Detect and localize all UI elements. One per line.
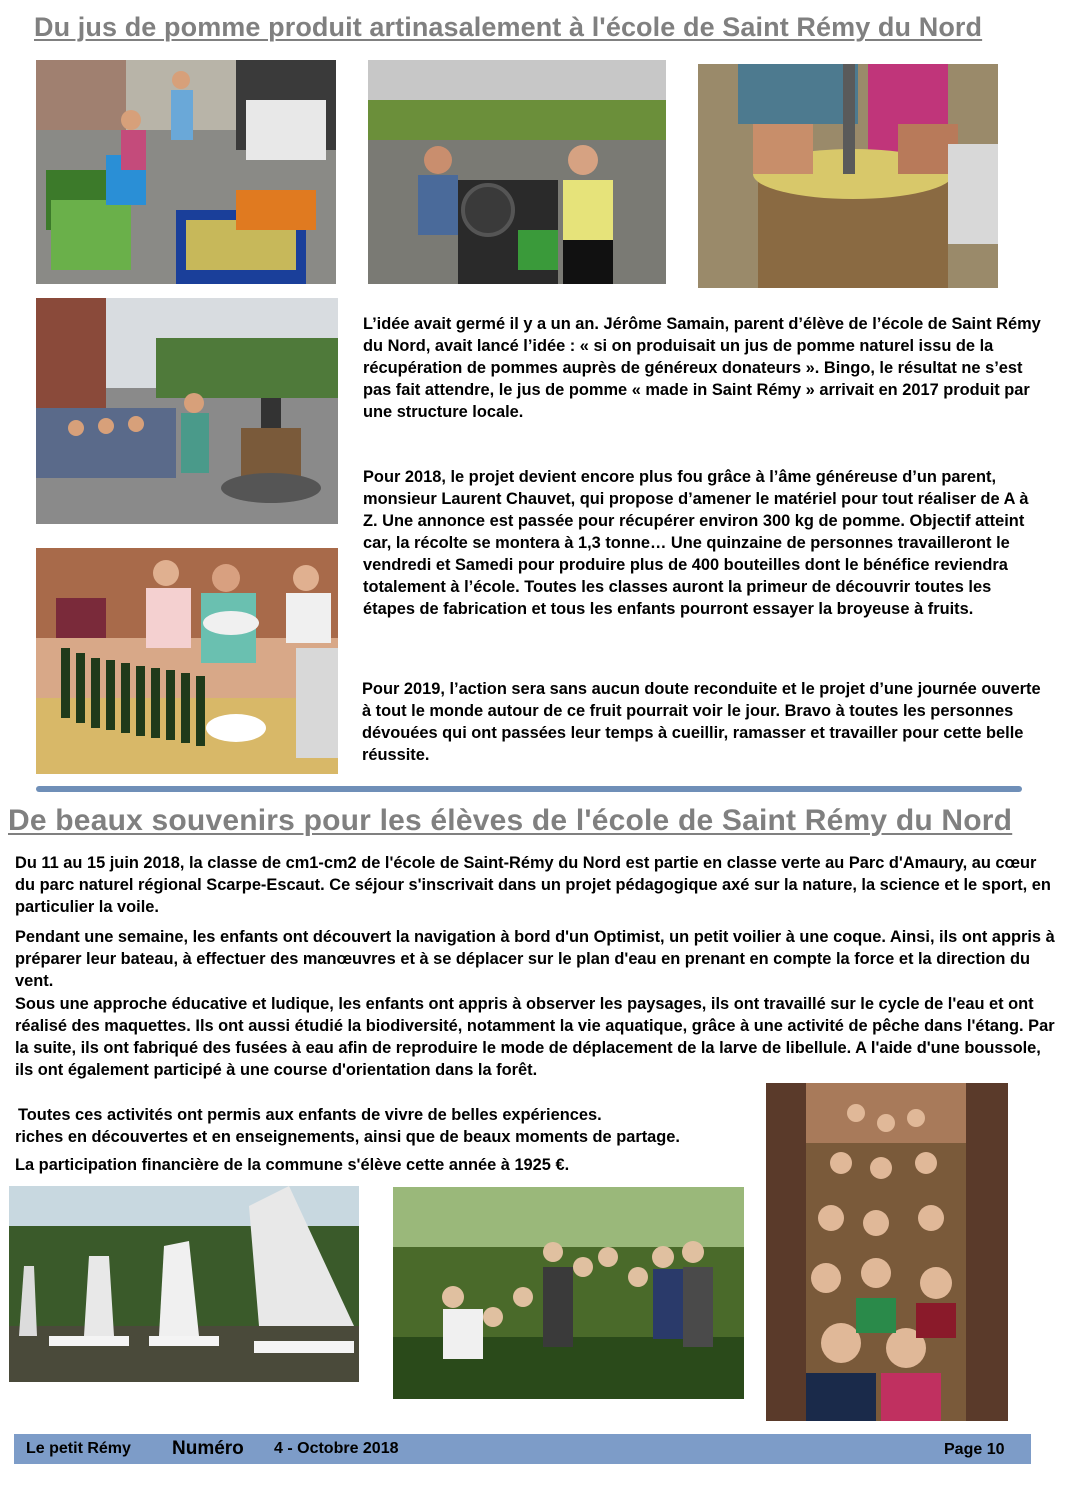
section1-paragraph-1: L’idée avait germé il y a un an. Jérôme Samain, parent d’élève de l’école de Saint Rémy du Nord, avait lancé l’idée : « si on produisait un jus de pomme naturel issu de la récupération de pommes auprès de généreux donateurs ». Bingo, le résultat ne s’est pas fait attendre, le jus de pomme « made in Saint Rémy » arrivait en 2017 produit par une structure locale. [363,315,1041,421]
section1-paragraph-3: Pour 2019, l’action sera sans aucun doute reconduite et le projet d’une journée ouverte à tout le monde autour de ce fruit pourrait voir le jour. Bravo à toutes les personnes dévouées qui ont passées leur temps à cueillir, ramasser et travailler pour cette belle réussite. [362,680,1041,764]
section2-paragraph-6: La participation financière de la commune s'élève cette année à 1925 €. [15,1156,570,1174]
section1-paragraph-2: Pour 2018, le projet devient encore plus fou grâce à l’âme généreuse d’un parent, monsieur Laurent Chauvet, qui propose d’amener le matériel pour tout réaliser de A à Z. Une annonce est passée pour récupérer environ 300 kg de pomme. Objectif atteint car, la récolte se montera à 1,3 tonne… Une quinzaine de personnes travailleront le vendredi et Samedi pour produire plus de 400 bouteilles dont le bénéfice reviendra totalement à l’école. Toutes les classes auront la primeur de découvrir toutes les étapes de fabrication et tous les enfants pourront essayer la broyeuse à fruits. [363,468,1029,618]
photo-apple-press-barrel [698,64,998,288]
footer-numero-label: Numéro [172,1438,244,1459]
section2-paragraph-5: riches en découvertes et en enseignements, ainsi que de beaux moments de partage. [15,1128,680,1146]
footer-page-number: Page 10 [944,1441,1005,1458]
photo-class-on-stairs [766,1083,1008,1421]
photo-bottling-juice [36,548,338,774]
photo-children-watching-press [36,298,338,524]
section2-paragraph-1: Du 11 au 15 juin 2018, la classe de cm1-cm2 de l'école de Saint-Rémy du Nord est partie en classe verte au Parc d'Amaury, au cœur du parc naturel régional Scarpe-Escaut. Ce séjour s'inscrivait dans un projet pédagogique axé sur la nature, la science et le sport, en particulier la voile. [15,854,1051,916]
photo-fruit-crusher [368,60,666,284]
section2-paragraph-3: Sous une approche éducative et ludique, les enfants ont appris à observer les paysages, ils ont travaillé sur le cycle de l'eau et ont réalisé des maquettes. Ils ont aussi étudié la biodiversité, notamment la vie aquatique, grâce à une activité de pêche dans l'étang. Par la suite, ils ont fabriqué des fusées à eau afin de reproduire le mode de déplacement de la larve de libellule. A l'aide d'une boussole, ils ont également participé à une course d'orientation dans la forêt. [15,995,1055,1079]
photo-sailboats [9,1186,359,1382]
section-divider [36,786,1022,792]
section1-title: Du jus de pomme produit artinasalement à l'école de Saint Rémy du Nord [34,12,983,42]
section2-paragraph-2: Pendant une semaine, les enfants ont découvert la navigation à bord d'un Optimist, un petit voilier à une coque. Ainsi, ils ont appris à préparer leur bateau, à effectuer des manœuvres et à se déplacer sur le plan d'eau en prenant en compte la force et la direction du vent. [15,928,1055,990]
photo-children-in-forest [393,1187,744,1399]
footer-issue: 4 - Octobre 2018 [274,1440,399,1457]
photo-apple-crates [36,60,336,284]
footer-publication: Le petit Rémy [26,1440,131,1457]
section2-paragraph-4: Toutes ces activités ont permis aux enfants de vivre de belles expériences. [18,1106,602,1124]
footer-band [14,1434,1031,1464]
section2-title: De beaux souvenirs pour les élèves de l'école de Saint Rémy du Nord [8,804,1013,837]
